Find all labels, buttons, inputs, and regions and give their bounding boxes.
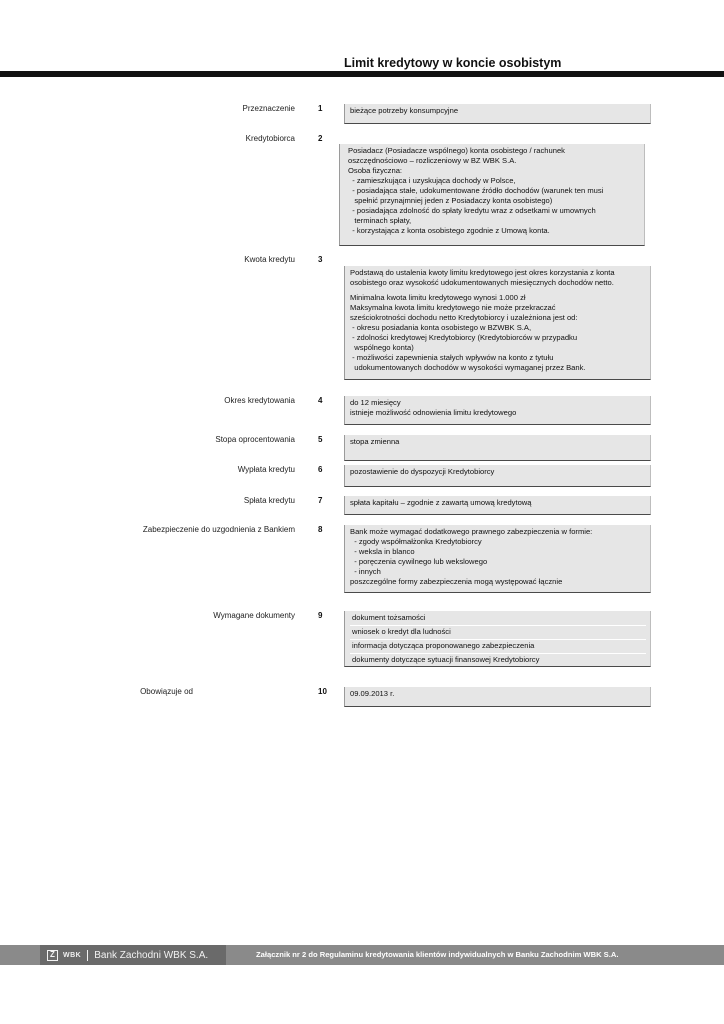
value-line: Posiadacz (Posiadacze wspólnego) konta osobistego / rachunek [348, 146, 565, 155]
value-line: do 12 miesięcy [350, 398, 401, 407]
row-number: 6 [318, 465, 323, 474]
row-value-box [344, 104, 651, 124]
document-item [350, 640, 646, 654]
value-line: 09.09.2013 r. [350, 689, 395, 698]
value-line: - posiadająca stałe, udokumentowane źródło dochodów (warunek ten musi [348, 186, 604, 195]
title-rule [0, 71, 724, 77]
value-line: - zdolności kredytowej Kredytobiorcy (Kredytobiorców w przypadku [350, 333, 578, 342]
row-value-box [344, 611, 651, 667]
value-line: Maksymalna kwota limitu kredytowego nie może przekraczać [350, 303, 556, 312]
document-item [350, 612, 646, 626]
value-line: bieżące potrzeby konsumpcyjne [350, 106, 459, 115]
value-line: - innych [350, 567, 381, 576]
row-number: 8 [318, 525, 323, 534]
row-number: 10 [318, 687, 327, 696]
row-label: Kredytobiorca [245, 134, 295, 143]
row-number: 3 [318, 255, 323, 264]
value-line: pozostawienie do dyspozycji Kredytobiorcy [350, 467, 495, 476]
row-value-box [339, 144, 645, 246]
row-number: 7 [318, 496, 323, 505]
value-line: - poręczenia cywilnego lub wekslowego [350, 557, 488, 566]
row-label: Przeznaczenie [242, 104, 295, 113]
value-line: - okresu posiadania konta osobistego w BZWBK S.A, [350, 323, 532, 332]
bank-name: Bank Zachodni WBK S.A. [94, 949, 209, 961]
value-line: - weksla in blanco [350, 547, 415, 556]
row-value-box [344, 687, 651, 707]
value-line: informacja dotycząca proponowanego zabezpieczenia [352, 641, 535, 650]
row-label: Zabezpieczenie do uzgodnienia z Bankiem [142, 525, 295, 534]
bank-mark-icon: Z [47, 950, 58, 961]
row-label: Okres kredytowania [224, 396, 295, 405]
row-label: Spłata kredytu [243, 496, 295, 505]
row-value-box [344, 496, 651, 515]
value-line: spłata kapitału – zgodnie z zawartą umową kredytową [350, 498, 532, 507]
row-label: Kwota kredytu [244, 255, 295, 264]
row-label: Wypłata kredytu [237, 465, 295, 474]
row-value-box [344, 525, 651, 593]
value-line: - zamieszkująca i uzyskująca dochody w Polsce, [348, 176, 516, 185]
value-line: - możliwości zapewnienia stałych wpływów na konto z tytułu [350, 353, 554, 362]
value-line: wspólnego konta) [350, 343, 414, 352]
wbk-wordmark: WBK [63, 951, 82, 959]
row-number: 2 [318, 134, 323, 143]
row-value-box [344, 266, 651, 380]
row-label: Wymagane dokumenty [213, 611, 295, 620]
document-item [350, 654, 646, 667]
value-line: - zgody współmałżonka Kredytobiorcy [350, 537, 482, 546]
row-number: 5 [318, 435, 323, 444]
value-line: spełnić przynajmniej jeden z Posiadaczy konta osobistego) [348, 196, 553, 205]
row-label: Stopa oprocentowania [215, 435, 295, 444]
value-line: - posiadająca zdolność do spłaty kredytu wraz z odsetkami w umownych [348, 206, 596, 215]
logo-divider [87, 950, 88, 961]
page-title: Limit kredytowy w koncie osobistym [344, 56, 562, 70]
value-line: osobistego oraz wysokość udokumentowanych miesięcznych dochodów netto. [350, 278, 614, 287]
bank-logo [40, 945, 226, 965]
page-footer [0, 945, 724, 965]
row-number: 4 [318, 396, 323, 405]
value-line: Podstawą do ustalenia kwoty limitu kredytowego jest okres korzystania z konta [350, 268, 615, 277]
row-value-box [344, 396, 651, 425]
footer-note: Załącznik nr 2 do Regulaminu kredytowania klientów indywidualnych w Banku Zachodnim WBK S.A. [256, 950, 619, 959]
value-line: Bank może wymagać dodatkowego prawnego zabezpieczenia w formie: [350, 527, 593, 536]
row-value-box [344, 435, 651, 461]
row-value-box [344, 465, 651, 487]
value-line: stopa zmienna [350, 437, 400, 446]
value-line: Minimalna kwota limitu kredytowego wynosi 1.000 zł [350, 293, 526, 302]
document-item [350, 626, 646, 640]
value-line: - korzystająca z konta osobistego zgodnie z Umową konta. [348, 226, 550, 235]
value-line: udokumentowanych dochodów w wysokości wymaganej przez Bank. [350, 363, 586, 372]
value-line: poszczególne formy zabezpieczenia mogą występować łącznie [350, 577, 563, 586]
value-line: istnieje możliwość odnowienia limitu kredytowego [350, 408, 517, 417]
value-line: dokument tożsamości [352, 613, 426, 622]
value-line: Osoba fizyczna: [348, 166, 403, 175]
value-line: dokumenty dotyczące sytuacji finansowej Kredytobiorcy [352, 655, 540, 664]
value-line: wniosek o kredyt dla ludności [352, 627, 451, 636]
row-number: 9 [318, 611, 323, 620]
row-number: 1 [318, 104, 323, 113]
value-line: sześciokrotności dochodu netto Kredytobiorcy i uzależniona jest od: [350, 313, 578, 322]
value-line: oszczędnościowo – rozliczeniowy w BZ WBK S.A. [348, 156, 517, 165]
row-label: Obowiązuje od [140, 687, 193, 696]
value-line: terminach spłaty, [348, 216, 412, 225]
